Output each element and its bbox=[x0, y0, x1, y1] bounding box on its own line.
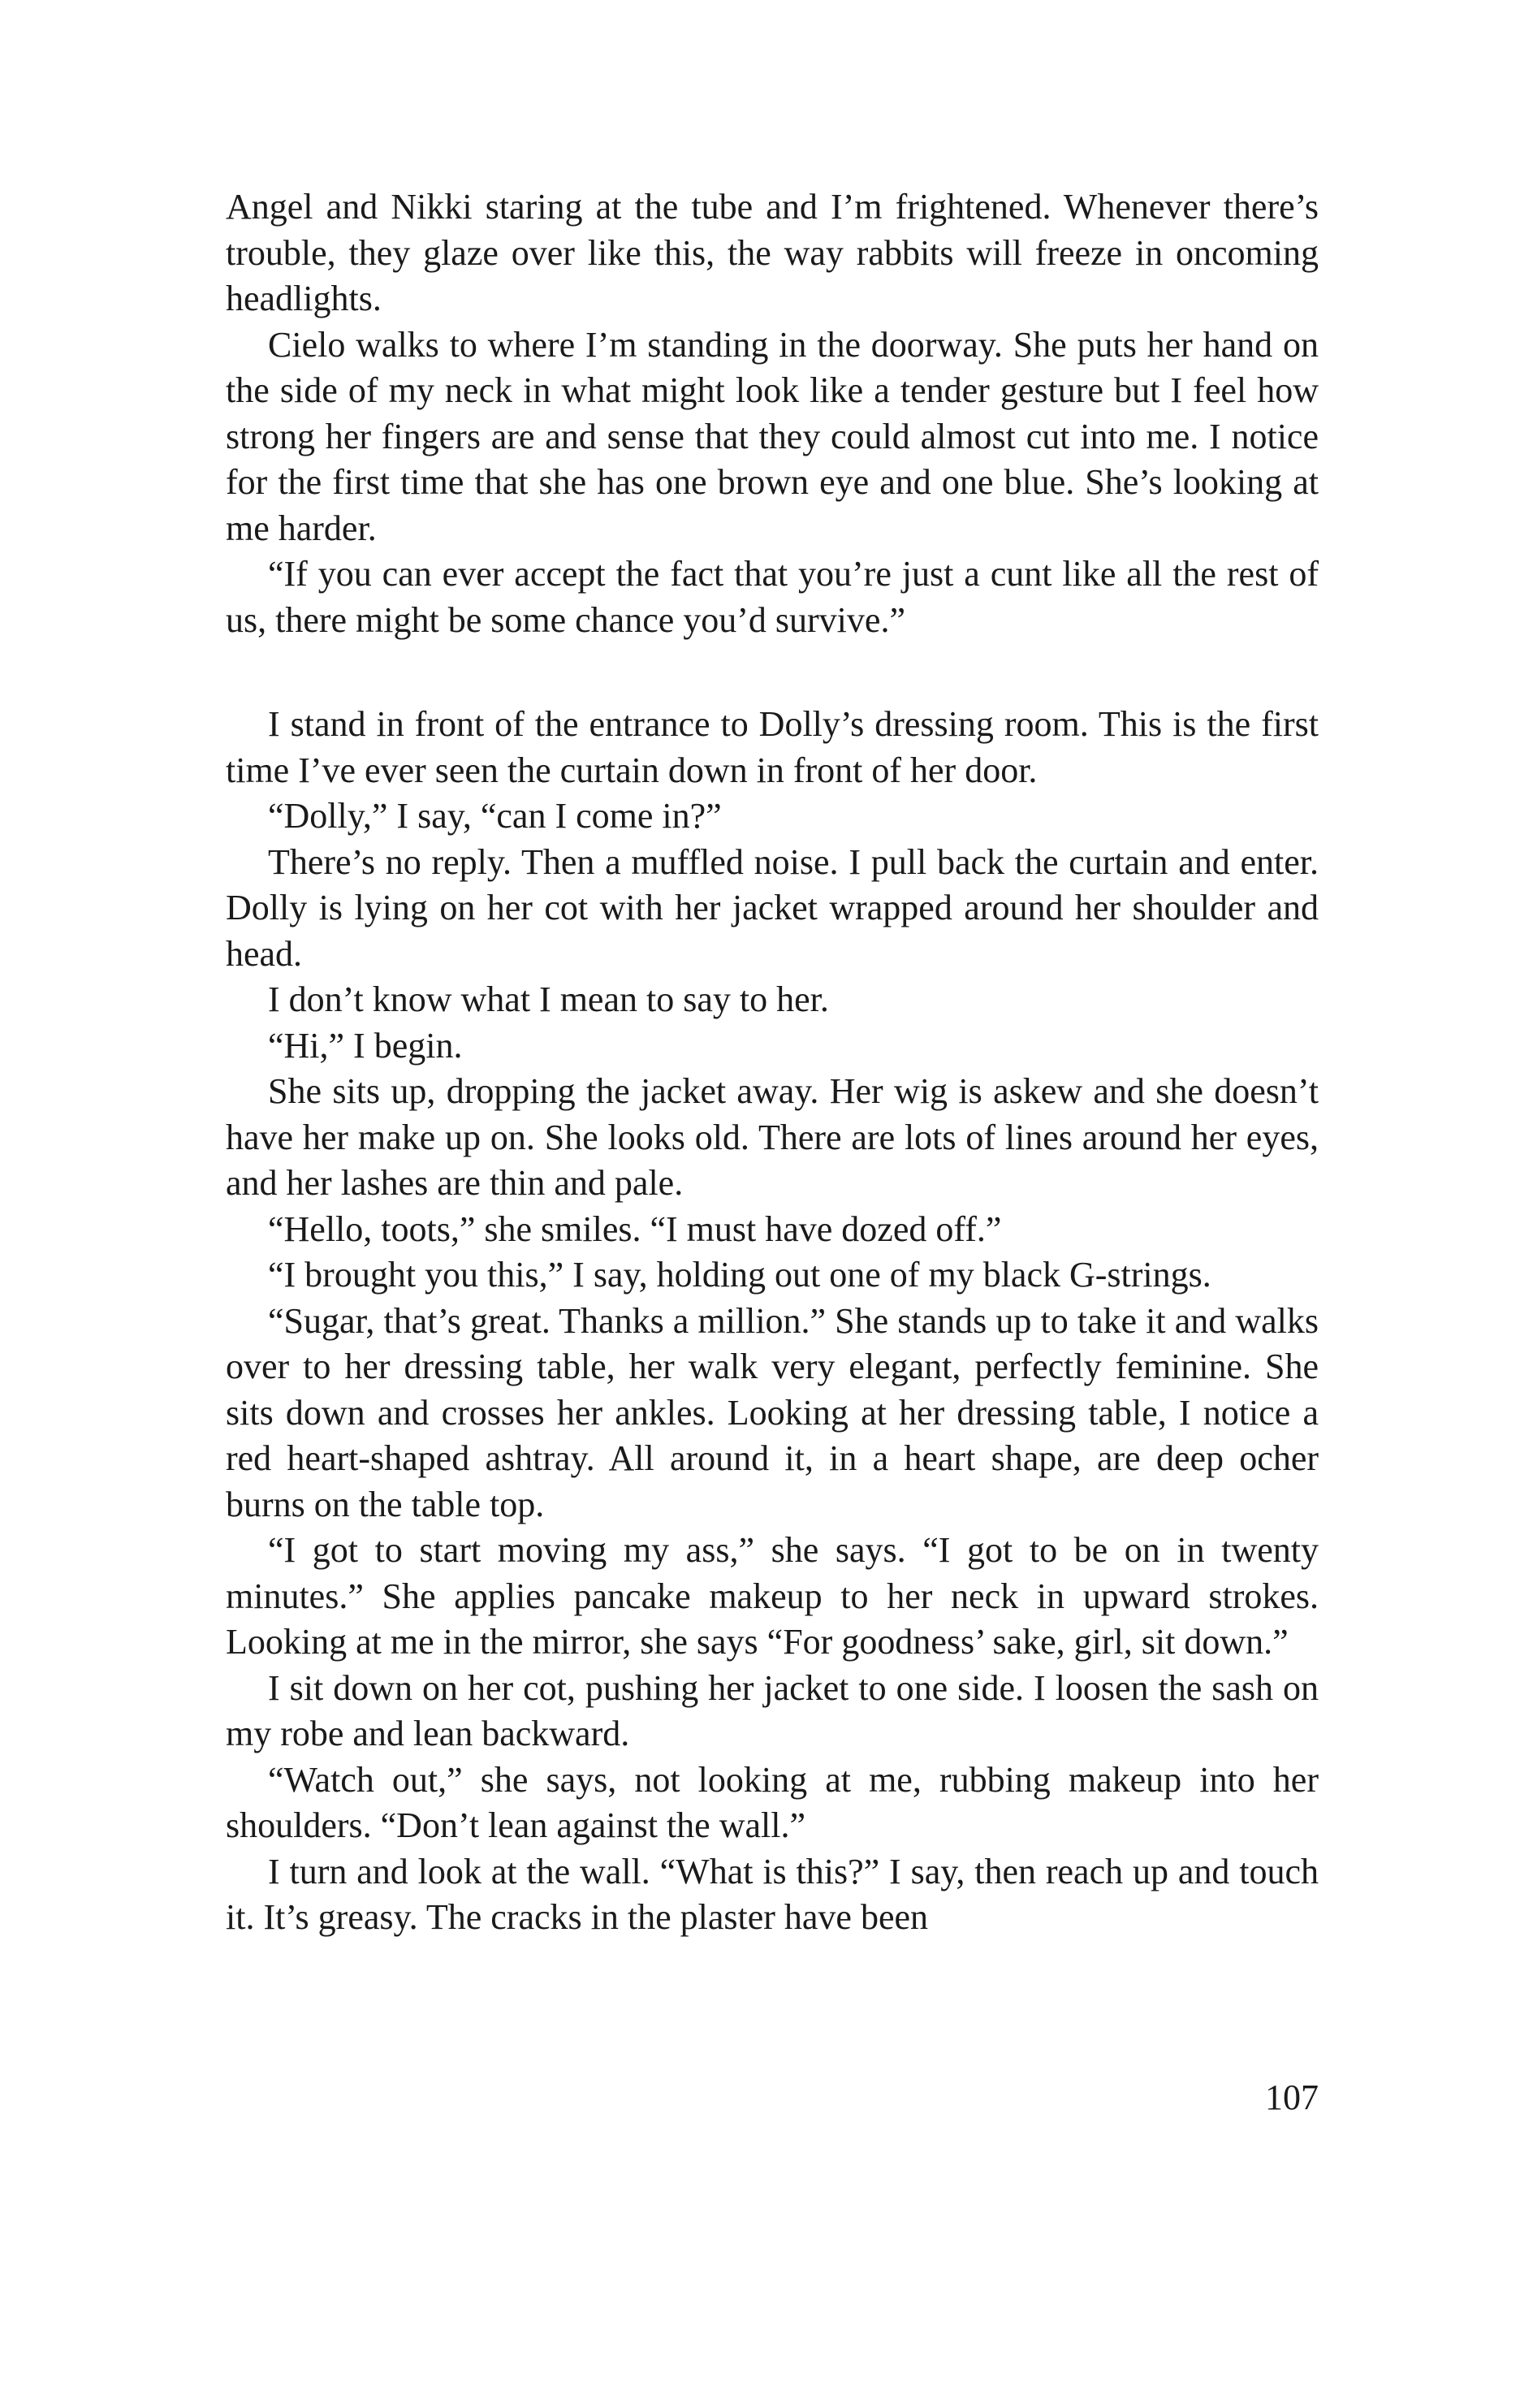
paragraph: “Dolly,” I say, “can I come in?” bbox=[268, 796, 722, 836]
paragraph: “If you can ever accept the fact that you’re just a cunt like all the rest of us, there might be some chance you’d survive.” bbox=[226, 554, 1319, 640]
paragraph: I sit down on her cot, pushing her jacket to one side. I loosen the sash on my robe and lean backward. bbox=[226, 1667, 1319, 1753]
paragraph: “Sugar, that’s great. Thanks a million.” She stands up to take it and walks over to her dressing table, her walk very elegant, perfectly feminine. She sits down and crosses her ankles. Looking at her dressing table, I notice a red heart-shaped ashtray. All around it, in a heart shape, are deep ocher burns on the table top. bbox=[226, 1300, 1319, 1524]
paragraph: “Hello, toots,” she smiles. “I must have dozed off.” bbox=[268, 1208, 1002, 1249]
paragraph: “I brought you this,” I say, holding out one of my black G-strings. bbox=[268, 1255, 1211, 1295]
paragraph: “Watch out,” she says, not looking at me, rubbing makeup into her shoulders. “Don’t lean against the wall.” bbox=[226, 1759, 1319, 1845]
paragraph: I turn and look at the wall. “What is this?” I say, then reach up and touch it. It’s greasy. The cracks in the plaster have been bbox=[226, 1851, 1319, 1937]
page-number: 107 bbox=[1265, 2077, 1319, 2117]
paragraph: There’s no reply. Then a muffled noise. I pull back the curtain and enter. Dolly is lying on her cot with her jacket wrapped around her shoulder and head. bbox=[226, 841, 1319, 974]
paragraph: “Hi,” I begin. bbox=[268, 1025, 463, 1066]
paragraph: “I got to start moving my ass,” she says. “I got to be on in twenty minutes.” She applies pancake makeup to her neck in upward strokes. Looking at me in the mirror, she says “For goodness’ sake, girl, sit down.” bbox=[226, 1530, 1319, 1662]
paragraph: I stand in front of the entrance to Dolly’s dressing room. This is the first time I’ve ever seen the curtain down in front of her door. bbox=[226, 704, 1319, 790]
paragraph: She sits up, dropping the jacket away. Her wig is askew and she doesn’t have her make up on. She looks old. There are lots of lines around her eyes, and her lashes are thin and pale. bbox=[226, 1071, 1319, 1203]
paragraph: Angel and Nikki staring at the tube and I’m frightened. Whenever there’s trouble, they glaze over like this, the way rabbits will freeze in oncoming headlights. bbox=[226, 187, 1319, 318]
text-section-2 bbox=[226, 702, 1319, 1941]
paragraph: Cielo walks to where I’m standing in the doorway. She puts her hand on the side of my neck in what might look like a tender gesture but I feel how strong her fingers are and sense that they could almost cut into me. I notice for the first time that she has one brown eye and one blue. She’s looking at me harder. bbox=[226, 324, 1319, 548]
text-section-1 bbox=[226, 184, 1319, 643]
paragraph: I don’t know what I mean to say to her. bbox=[268, 979, 829, 1019]
